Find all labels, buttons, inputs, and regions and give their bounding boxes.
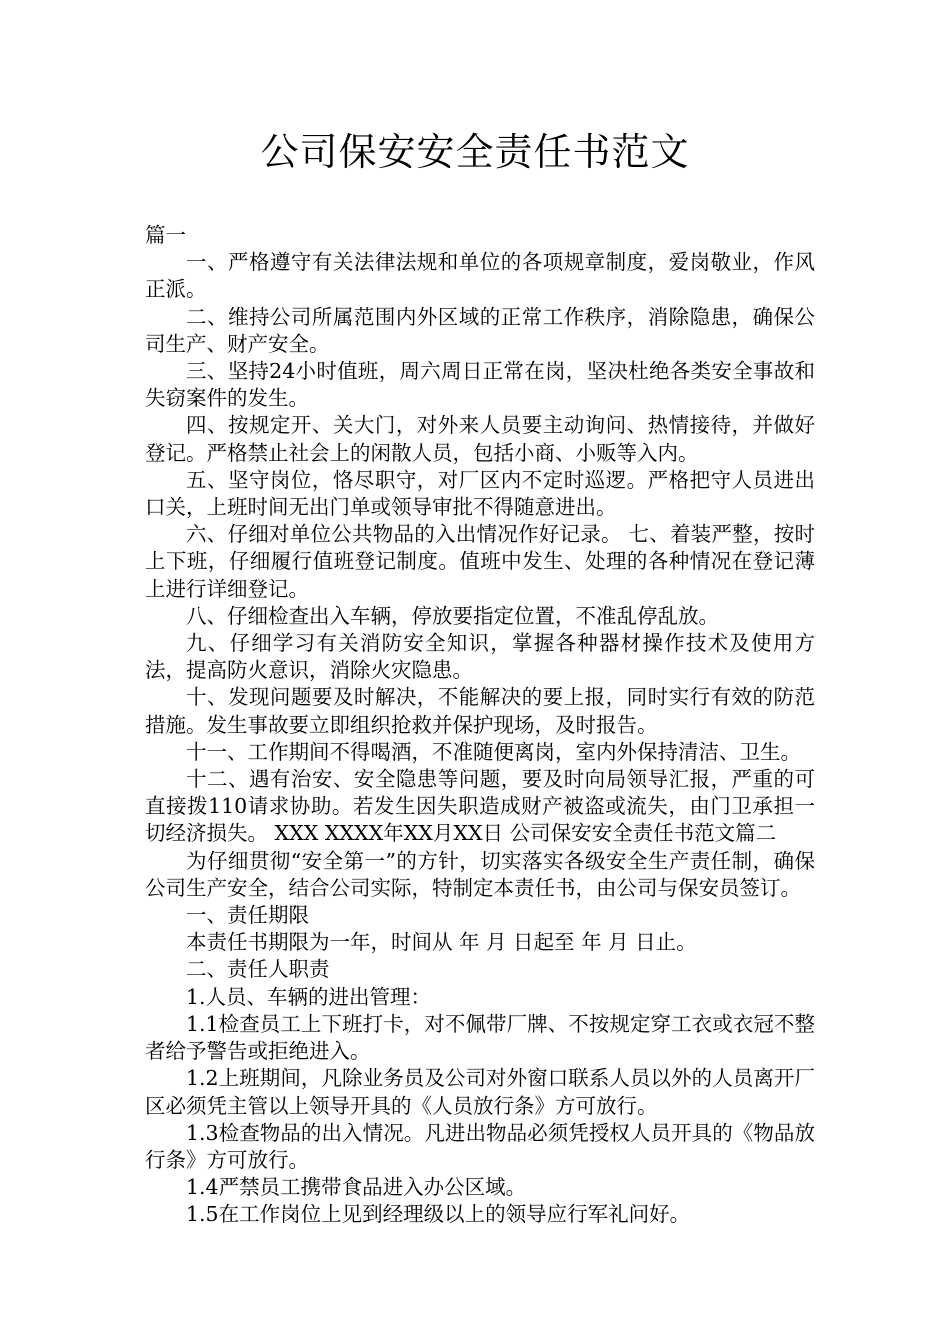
paragraph: 三、坚持24小时值班，周六周日正常在岗，坚决杜绝各类安全事故和失窃案件的发生。 bbox=[145, 359, 815, 411]
paragraph: 五、坚守岗位，恪尽职守，对厂区内不定时巡逻。严格把守人员进出口关，上班时间无出门单或领导审批不得随意进出。 bbox=[145, 467, 815, 520]
paragraph: 九、仔细学习有关消防安全知识，掌握各种器材操作技术及使用方法，提高防火意识，消除火灾隐患。 bbox=[145, 631, 815, 683]
document-title: 公司保安安全责任书范文 bbox=[260, 130, 690, 174]
paragraph: 1.4严禁员工携带食品进入办公区域。 bbox=[186, 1175, 527, 1200]
paragraph: 二、责任人职责 bbox=[186, 957, 330, 982]
paragraph: 为仔细贯彻“安全第一”的方针，切实落实各级安全生产责任制，确保公司生产安全，结合公司实际，特制定本责任书，由公司与保安员签订。 bbox=[145, 848, 815, 900]
paragraph: 1.5在工作岗位上见到经理级以上的领导应行军礼问好。 bbox=[186, 1202, 691, 1227]
paragraph: 一、严格遵守有关法律法规和单位的各项规章制度，爱岗敬业，作风正派。 bbox=[145, 250, 815, 302]
paragraph: 篇一 bbox=[145, 223, 186, 247]
paragraph: 1.2上班期间，凡除业务员及公司对外窗口联系人员以外的人员离开厂区必须凭主管以上领导开具的《人员放行条》方可放行。 bbox=[145, 1066, 815, 1118]
paragraph: 四、按规定开、关大门，对外来人员要主动询问、热情接待，并做好登记。严格禁止社会上的闲散人员，包括小商、小贩等入内。 bbox=[145, 413, 815, 465]
paragraph: 1.3检查物品的出入情况。凡进出物品必须凭授权人员开具的《物品放行条》方可放行。 bbox=[145, 1120, 815, 1172]
paragraph: 十二、遇有治安、安全隐患等问题，要及时向局领导汇报，严重的可直接拨110请求协助。若发生因失职造成财产被盗或流失，由门卫承担一切经济损失。 XXX XXXX年XX月XX日 公司保安安全责任书范文篇二 bbox=[145, 767, 815, 846]
paragraph: 八、仔细检查出入车辆，停放要指定位置，不准乱停乱放。 bbox=[186, 603, 719, 628]
paragraph: 本责任书期限为一年，时间从 年 月 日起至 年 月 日止。 bbox=[186, 930, 697, 955]
paragraph: 十、发现问题要及时解决，不能解决的要上报，同时实行有效的防范措施。发生事故要立即组织抢救并保护现场，及时报告。 bbox=[145, 685, 815, 737]
paragraph: 一、责任期限 bbox=[186, 903, 309, 928]
paragraph: 二、维持公司所属范围内外区域的正常工作秩序，消除隐患，确保公司生产、财产安全。 bbox=[145, 304, 815, 356]
paragraph: 1.人员、车辆的进出管理： bbox=[186, 984, 432, 1009]
paragraph: 1.1检查员工上下班打卡，对不佩带厂牌、不按规定穿工衣或衣冠不整者给予警告或拒绝进入。 bbox=[145, 1011, 815, 1064]
paragraph: 十一、工作期间不得喝酒，不准随便离岗，室内外保持清洁、卫生。 bbox=[186, 739, 801, 764]
document-body bbox=[145, 222, 815, 1229]
paragraph: 六、仔细对单位公共物品的入出情况作好记录。 七、着装严整，按时上下班，仔细履行值班登记制度。值班中发生、处理的各种情况在登记薄上进行详细登记。 bbox=[145, 522, 815, 601]
